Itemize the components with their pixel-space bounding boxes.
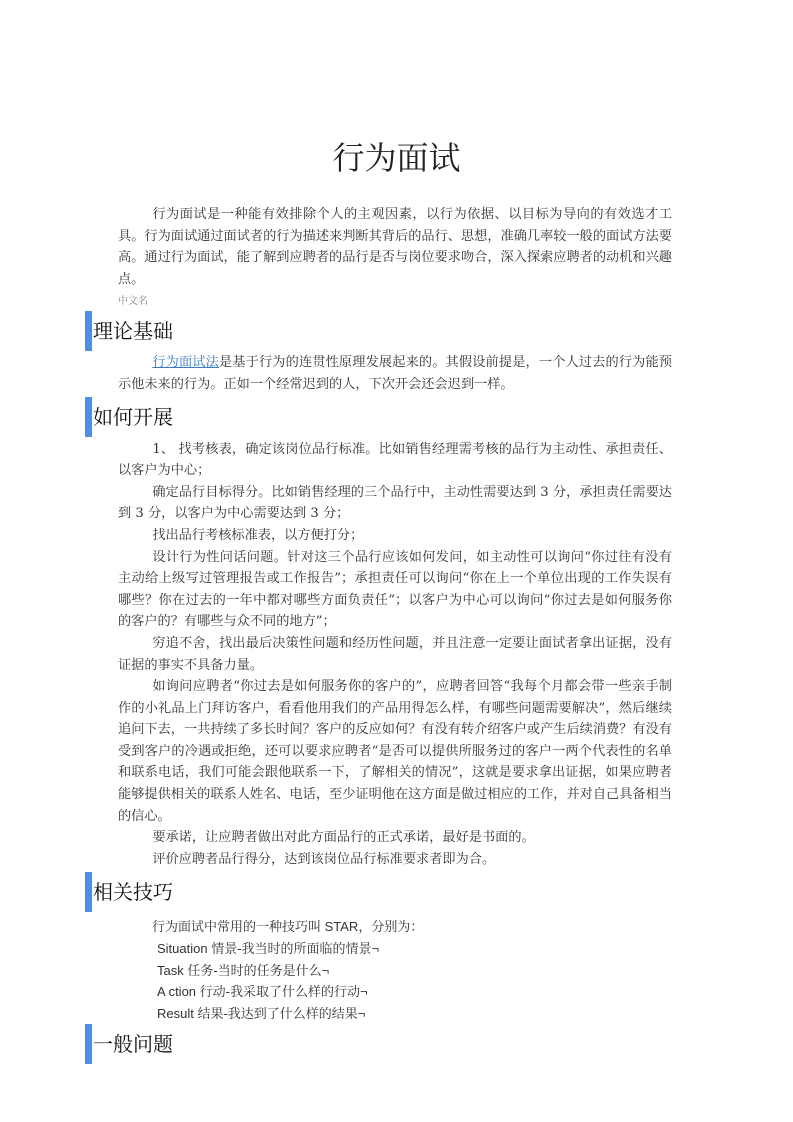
- behavior-interview-link[interactable]: 行为面试法: [152, 355, 219, 371]
- heading-skills: 相关技巧: [85, 872, 793, 912]
- theory-text: 是基于行为的连贯性原理发展起来的。其假设前提是，一个人过去的行为能预示他未来的行为。正如一个经常迟到的人，下次开会还会迟到一样。: [118, 355, 673, 392]
- howto-paragraph: 找出品行考核标准表，以方便打分；: [152, 527, 364, 543]
- howto-paragraph: 1、 找考核表，确定该岗位品行标准。比如销售经理需考核的品行为主动性、承担责任、以客户为中心；: [118, 441, 672, 479]
- howto-paragraph: 设计行为性问话问题。针对这三个品行应该如何发问，如主动性可以询问“你过往有没有主动给上级写过管理报告或工作报告”；承担责任可以询问“你在上一个单位出现的工作失误有哪些？你在过去的一年中都对哪些方面负责任”；以客户为中心可以询问“你过去是如何服务你的客户的？有哪些与众不同的地方”；: [118, 549, 672, 630]
- star-item-task: Task 任务-当时的任务是什么¬: [157, 962, 330, 978]
- star-intro: 行为面试中常用的一种技巧叫 STAR，分别为：: [152, 919, 424, 935]
- howto-section: [118, 439, 672, 871]
- document-title: 行为面试: [332, 139, 461, 177]
- theory-section: [118, 352, 672, 395]
- star-item-result: Result 结果-我达到了什么样的结果¬: [157, 1005, 366, 1021]
- howto-paragraph: 要承诺，让应聘者做出对此方面品行的正式承诺，最好是书面的。: [152, 830, 535, 846]
- intro-section: [118, 204, 672, 290]
- howto-paragraph: 如询问应聘者“你过去是如何服务你的客户的”，应聘者回答“我每个月都会带一些亲手制作的小礼品上门拜访客户，看看他用我们的产品用得怎么样，有哪些问题需要解决”，然后继续追问下去，一共持续了多长时间？客户的反应如何？有没有转介绍客户或产生后续消费？有没有受到客户的冷遇或拒绝，还可以要求应聘者“是否可以提供所服务过的客户一两个代表性的名单和联系电话，我们可能会跟他联系一下，了解相关的情况”，这就是要求拿出证据，如果应聘者能够提供相关的联系人姓名、电话，至少证明他在这方面是做过相应的工作，并对自己具备相当的信心。: [118, 679, 672, 824]
- meta-label: 中文名: [118, 296, 148, 308]
- star-list: [152, 916, 793, 1024]
- star-item-situation: Situation 情景-我当时的所面临的情景¬: [157, 941, 380, 957]
- howto-paragraph: 穷追不舍，找出最后决策性问题和经历性问题，并且注意一定要让面试者拿出证据，没有证据的事实不具备力量。: [118, 635, 672, 673]
- intro-paragraph: 行为面试是一种能有效排除个人的主观因素，以行为依据、以目标为导向的有效选才工具。行为面试通过面试者的行为描述来判断其背后的品行、思想，准确几率较一般的面试方法要高。通过行为面试，能了解到应聘者的品行是否与岗位要求吻合，深入探索应聘者的动机和兴趣点。: [118, 207, 672, 287]
- heading-questions: 一般问题: [85, 1024, 793, 1064]
- howto-paragraph: 评价应聘者品行得分，达到该岗位品行标准要求者即为合。: [152, 851, 496, 867]
- heading-howto: 如何开展: [85, 397, 793, 437]
- heading-theory: 理论基础: [85, 311, 793, 351]
- howto-paragraph: 确定品行目标得分。比如销售经理的三个品行中，主动性需要达到 3 分，承担责任需要达到 3 分，以客户为中心需要达到 3 分；: [118, 484, 672, 522]
- star-item-action: A ction 行动-我采取了什么样的行动¬: [157, 984, 368, 1000]
- theory-paragraph: [118, 352, 672, 395]
